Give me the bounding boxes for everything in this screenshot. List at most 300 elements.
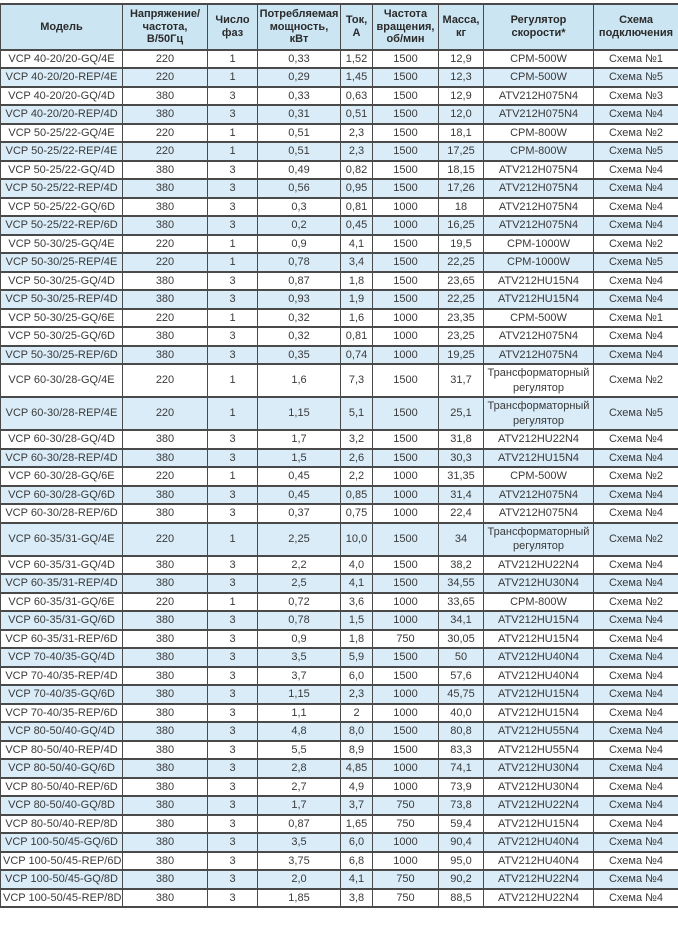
cell-phases: 3 (208, 105, 258, 124)
cell-mass: 80,8 (439, 722, 484, 741)
cell-mass: 31,7 (439, 364, 484, 397)
cell-scheme: Схема №2 (594, 364, 678, 397)
cell-current: 2,3 (341, 685, 373, 704)
cell-regulator: ATV212HU22N4 (484, 796, 594, 815)
table-row (1, 309, 678, 328)
cell-power: 2,25 (258, 523, 341, 556)
cell-model: VCP 50-25/22-REP/4D (1, 179, 123, 198)
cell-model: VCP 40-20/20-REP/4D (1, 105, 123, 124)
cell-rpm: 1500 (373, 364, 439, 397)
cell-rpm: 1000 (373, 704, 439, 723)
cell-mass: 57,6 (439, 667, 484, 686)
cell-power: 0,45 (258, 486, 341, 505)
cell-current: 0,95 (341, 179, 373, 198)
cell-rpm: 1500 (373, 68, 439, 87)
cell-regulator: ATV212HU55N4 (484, 722, 594, 741)
cell-rpm: 750 (373, 870, 439, 889)
cell-voltage: 220 (123, 235, 208, 254)
cell-power: 0,3 (258, 198, 341, 217)
cell-phases: 3 (208, 430, 258, 449)
cell-phases: 1 (208, 68, 258, 87)
cell-mass: 33,65 (439, 593, 484, 612)
cell-scheme: Схема №4 (594, 105, 678, 124)
cell-model: VCP 60-35/31-GQ/6D (1, 611, 123, 630)
cell-scheme: Схема №4 (594, 198, 678, 217)
cell-power: 0,78 (258, 253, 341, 272)
cell-power: 1,15 (258, 397, 341, 430)
cell-mass: 18 (439, 198, 484, 217)
cell-phases: 3 (208, 611, 258, 630)
cell-mass: 23,65 (439, 272, 484, 291)
cell-current: 8,0 (341, 722, 373, 741)
cell-scheme: Схема №1 (594, 309, 678, 328)
cell-regulator: ATV212HU40N4 (484, 648, 594, 667)
cell-regulator: ATV212HU15N4 (484, 272, 594, 291)
cell-rpm: 1500 (373, 87, 439, 106)
cell-model: VCP 40-20/20-REP/4E (1, 68, 123, 87)
table-row (1, 142, 678, 161)
cell-phases: 1 (208, 50, 258, 69)
cell-voltage: 380 (123, 556, 208, 575)
table-row (1, 574, 678, 593)
cell-scheme: Схема №4 (594, 272, 678, 291)
cell-rpm: 1500 (373, 556, 439, 575)
cell-model: VCP 70-40/35-GQ/4D (1, 648, 123, 667)
cell-phases: 3 (208, 815, 258, 834)
cell-regulator: ATV212HU22N4 (484, 870, 594, 889)
cell-regulator: ATV212HU15N4 (484, 449, 594, 468)
cell-model: VCP 50-30/25-REP/4D (1, 290, 123, 309)
table-row (1, 50, 678, 69)
cell-model: VCP 50-25/22-GQ/6D (1, 198, 123, 217)
cell-mass: 17,25 (439, 142, 484, 161)
cell-power: 2,7 (258, 778, 341, 797)
cell-power: 1,85 (258, 889, 341, 908)
cell-phases: 3 (208, 574, 258, 593)
cell-power: 5,5 (258, 741, 341, 760)
table-row (1, 611, 678, 630)
cell-voltage: 380 (123, 704, 208, 723)
cell-current: 1,5 (341, 611, 373, 630)
cell-regulator: CPM-1000W (484, 253, 594, 272)
cell-model: VCP 60-30/28-REP/4E (1, 397, 123, 430)
table-row (1, 852, 678, 871)
cell-rpm: 1500 (373, 290, 439, 309)
table-row (1, 556, 678, 575)
cell-power: 0,2 (258, 216, 341, 235)
cell-rpm: 1500 (373, 50, 439, 69)
cell-mass: 23,25 (439, 327, 484, 346)
cell-regulator: ATV212HU15N4 (484, 290, 594, 309)
cell-power: 1,15 (258, 685, 341, 704)
cell-mass: 17,26 (439, 179, 484, 198)
table-row (1, 833, 678, 852)
cell-mass: 16,25 (439, 216, 484, 235)
cell-phases: 3 (208, 198, 258, 217)
cell-regulator: ATV212H075N4 (484, 179, 594, 198)
cell-scheme: Схема №4 (594, 290, 678, 309)
cell-voltage: 220 (123, 364, 208, 397)
cell-voltage: 380 (123, 161, 208, 180)
cell-power: 2,8 (258, 759, 341, 778)
cell-power: 4,8 (258, 722, 341, 741)
cell-phases: 3 (208, 759, 258, 778)
cell-scheme: Схема №2 (594, 523, 678, 556)
col-header-regulator: Регулятор скорости* (484, 4, 594, 50)
cell-rpm: 1500 (373, 179, 439, 198)
table-row (1, 364, 678, 397)
cell-rpm: 1500 (373, 161, 439, 180)
table-row (1, 685, 678, 704)
cell-mass: 23,35 (439, 309, 484, 328)
cell-mass: 74,1 (439, 759, 484, 778)
cell-rpm: 1500 (373, 253, 439, 272)
cell-scheme: Схема №5 (594, 142, 678, 161)
cell-current: 1,9 (341, 290, 373, 309)
cell-current: 1,8 (341, 630, 373, 649)
cell-phases: 3 (208, 722, 258, 741)
fan-spec-table (0, 3, 678, 908)
table-row (1, 759, 678, 778)
cell-rpm: 1000 (373, 778, 439, 797)
cell-current: 6,0 (341, 667, 373, 686)
cell-scheme: Схема №4 (594, 556, 678, 575)
cell-phases: 3 (208, 504, 258, 523)
col-header-phases: Число фаз (208, 4, 258, 50)
table-row (1, 216, 678, 235)
cell-voltage: 220 (123, 467, 208, 486)
cell-mass: 25,1 (439, 397, 484, 430)
cell-voltage: 380 (123, 648, 208, 667)
cell-current: 0,63 (341, 87, 373, 106)
cell-voltage: 380 (123, 722, 208, 741)
cell-regulator: ATV212HU22N4 (484, 430, 594, 449)
cell-model: VCP 70-40/35-GQ/6D (1, 685, 123, 704)
cell-regulator: CPM-500W (484, 467, 594, 486)
cell-mass: 31,35 (439, 467, 484, 486)
cell-phases: 3 (208, 327, 258, 346)
cell-regulator: CPM-1000W (484, 235, 594, 254)
cell-mass: 34,1 (439, 611, 484, 630)
cell-current: 4,1 (341, 574, 373, 593)
cell-model: VCP 60-35/31-REP/6D (1, 630, 123, 649)
cell-voltage: 380 (123, 504, 208, 523)
cell-model: VCP 50-30/25-GQ/4D (1, 272, 123, 291)
cell-voltage: 220 (123, 124, 208, 143)
cell-scheme: Схема №4 (594, 704, 678, 723)
cell-mass: 18,1 (439, 124, 484, 143)
cell-model: VCP 50-30/25-REP/6D (1, 346, 123, 365)
cell-current: 0,81 (341, 327, 373, 346)
cell-regulator: ATV212H075N4 (484, 327, 594, 346)
table-row (1, 815, 678, 834)
cell-voltage: 220 (123, 397, 208, 430)
cell-rpm: 1000 (373, 327, 439, 346)
cell-voltage: 380 (123, 852, 208, 871)
cell-model: VCP 50-25/22-GQ/4E (1, 124, 123, 143)
cell-power: 0,9 (258, 630, 341, 649)
cell-scheme: Схема №4 (594, 574, 678, 593)
cell-scheme: Схема №4 (594, 161, 678, 180)
cell-scheme: Схема №4 (594, 648, 678, 667)
cell-regulator: ATV212H075N4 (484, 346, 594, 365)
cell-phases: 1 (208, 124, 258, 143)
cell-phases: 3 (208, 667, 258, 686)
cell-regulator: ATV212HU22N4 (484, 556, 594, 575)
cell-mass: 45,75 (439, 685, 484, 704)
col-header-scheme: Схема подключения (594, 4, 678, 50)
cell-mass: 73,8 (439, 796, 484, 815)
cell-rpm: 1500 (373, 722, 439, 741)
cell-power: 3,5 (258, 648, 341, 667)
cell-current: 0,74 (341, 346, 373, 365)
cell-regulator: Трансформаторный регулятор (484, 397, 594, 430)
cell-voltage: 380 (123, 327, 208, 346)
cell-model: VCP 80-50/40-GQ/4D (1, 722, 123, 741)
cell-power: 2,5 (258, 574, 341, 593)
cell-rpm: 1500 (373, 142, 439, 161)
cell-regulator: ATV212HU15N4 (484, 685, 594, 704)
cell-power: 0,29 (258, 68, 341, 87)
cell-model: VCP 60-35/31-REP/4D (1, 574, 123, 593)
cell-mass: 88,5 (439, 889, 484, 908)
table-row (1, 346, 678, 365)
cell-rpm: 1000 (373, 467, 439, 486)
cell-rpm: 1500 (373, 397, 439, 430)
table-row (1, 870, 678, 889)
cell-power: 0,45 (258, 467, 341, 486)
cell-phases: 1 (208, 467, 258, 486)
cell-model: VCP 50-30/25-GQ/6D (1, 327, 123, 346)
col-header-current: Ток, А (341, 4, 373, 50)
cell-model: VCP 50-25/22-REP/6D (1, 216, 123, 235)
cell-regulator: ATV212HU55N4 (484, 741, 594, 760)
cell-mass: 34 (439, 523, 484, 556)
cell-scheme: Схема №4 (594, 741, 678, 760)
cell-current: 0,75 (341, 504, 373, 523)
col-header-model: Модель (1, 4, 123, 50)
cell-phases: 1 (208, 235, 258, 254)
cell-mass: 38,2 (439, 556, 484, 575)
cell-model: VCP 60-30/28-GQ/6D (1, 486, 123, 505)
cell-regulator: ATV212HU15N4 (484, 630, 594, 649)
cell-current: 0,85 (341, 486, 373, 505)
cell-rpm: 750 (373, 796, 439, 815)
cell-mass: 12,9 (439, 50, 484, 69)
cell-voltage: 380 (123, 667, 208, 686)
cell-rpm: 1500 (373, 648, 439, 667)
cell-regulator: Трансформаторный регулятор (484, 364, 594, 397)
cell-current: 4,1 (341, 870, 373, 889)
table-row (1, 648, 678, 667)
cell-rpm: 750 (373, 630, 439, 649)
cell-rpm: 1000 (373, 611, 439, 630)
cell-phases: 3 (208, 796, 258, 815)
cell-model: VCP 60-35/31-GQ/6E (1, 593, 123, 612)
cell-power: 0,33 (258, 50, 341, 69)
table-row (1, 179, 678, 198)
cell-phases: 3 (208, 272, 258, 291)
cell-model: VCP 60-30/28-GQ/4E (1, 364, 123, 397)
cell-mass: 59,4 (439, 815, 484, 834)
cell-voltage: 380 (123, 346, 208, 365)
cell-regulator: ATV212H075N4 (484, 87, 594, 106)
cell-model: VCP 100-50/45-REP/6D (1, 852, 123, 871)
cell-voltage: 380 (123, 216, 208, 235)
cell-regulator: CPM-800W (484, 593, 594, 612)
cell-phases: 3 (208, 648, 258, 667)
cell-phases: 3 (208, 179, 258, 198)
cell-voltage: 220 (123, 142, 208, 161)
cell-phases: 1 (208, 142, 258, 161)
cell-power: 0,93 (258, 290, 341, 309)
cell-current: 3,7 (341, 796, 373, 815)
cell-model: VCP 50-25/22-REP/4E (1, 142, 123, 161)
cell-phases: 3 (208, 833, 258, 852)
cell-scheme: Схема №4 (594, 815, 678, 834)
cell-phases: 1 (208, 253, 258, 272)
cell-current: 0,45 (341, 216, 373, 235)
cell-model: VCP 80-50/40-GQ/6D (1, 759, 123, 778)
cell-scheme: Схема №4 (594, 833, 678, 852)
cell-power: 0,9 (258, 235, 341, 254)
cell-phases: 3 (208, 778, 258, 797)
cell-regulator: CPM-500W (484, 50, 594, 69)
cell-current: 2 (341, 704, 373, 723)
cell-current: 2,3 (341, 142, 373, 161)
cell-current: 3,6 (341, 593, 373, 612)
table-row (1, 722, 678, 741)
cell-regulator: ATV212H075N4 (484, 105, 594, 124)
cell-model: VCP 40-20/20-GQ/4D (1, 87, 123, 106)
cell-model: VCP 60-30/28-REP/6D (1, 504, 123, 523)
cell-current: 10,0 (341, 523, 373, 556)
cell-scheme: Схема №4 (594, 504, 678, 523)
cell-current: 2,2 (341, 467, 373, 486)
cell-mass: 90,2 (439, 870, 484, 889)
cell-scheme: Схема №4 (594, 430, 678, 449)
table-row (1, 778, 678, 797)
cell-rpm: 1000 (373, 593, 439, 612)
cell-voltage: 380 (123, 105, 208, 124)
cell-phases: 1 (208, 309, 258, 328)
cell-mass: 40,0 (439, 704, 484, 723)
cell-regulator: ATV212HU22N4 (484, 889, 594, 908)
cell-rpm: 1000 (373, 216, 439, 235)
cell-regulator: ATV212H075N4 (484, 198, 594, 217)
cell-voltage: 380 (123, 815, 208, 834)
cell-scheme: Схема №4 (594, 778, 678, 797)
cell-power: 3,75 (258, 852, 341, 871)
cell-voltage: 380 (123, 486, 208, 505)
cell-model: VCP 60-30/28-REP/4D (1, 449, 123, 468)
table-row (1, 449, 678, 468)
header-row (1, 4, 678, 50)
cell-voltage: 380 (123, 741, 208, 760)
cell-mass: 50 (439, 648, 484, 667)
cell-voltage: 380 (123, 272, 208, 291)
cell-voltage: 380 (123, 833, 208, 852)
table-row (1, 290, 678, 309)
cell-rpm: 1500 (373, 523, 439, 556)
cell-regulator: ATV212H075N4 (484, 504, 594, 523)
cell-power: 0,87 (258, 815, 341, 834)
cell-phases: 3 (208, 630, 258, 649)
cell-current: 7,3 (341, 364, 373, 397)
cell-power: 1,7 (258, 430, 341, 449)
cell-regulator: CPM-500W (484, 68, 594, 87)
col-header-voltage: Напряжение/частота, В/50Гц (123, 4, 208, 50)
cell-power: 2,0 (258, 870, 341, 889)
cell-regulator: ATV212HU30N4 (484, 574, 594, 593)
cell-model: VCP 50-30/25-GQ/4E (1, 235, 123, 254)
cell-power: 0,56 (258, 179, 341, 198)
cell-power: 0,32 (258, 309, 341, 328)
cell-regulator: Трансформаторный регулятор (484, 523, 594, 556)
cell-scheme: Схема №5 (594, 68, 678, 87)
cell-current: 4,9 (341, 778, 373, 797)
cell-scheme: Схема №4 (594, 889, 678, 908)
cell-regulator: CPM-500W (484, 309, 594, 328)
cell-phases: 3 (208, 290, 258, 309)
cell-voltage: 380 (123, 198, 208, 217)
table-row (1, 630, 678, 649)
cell-power: 3,7 (258, 667, 341, 686)
table-row (1, 504, 678, 523)
table-row (1, 397, 678, 430)
table-row (1, 667, 678, 686)
cell-rpm: 1500 (373, 449, 439, 468)
cell-scheme: Схема №4 (594, 796, 678, 815)
cell-power: 0,37 (258, 504, 341, 523)
cell-rpm: 1000 (373, 833, 439, 852)
table-row (1, 68, 678, 87)
cell-power: 0,33 (258, 87, 341, 106)
cell-mass: 22,25 (439, 290, 484, 309)
cell-rpm: 1000 (373, 504, 439, 523)
table-header (1, 4, 678, 50)
cell-current: 3,4 (341, 253, 373, 272)
cell-mass: 31,4 (439, 486, 484, 505)
cell-model: VCP 80-50/40-REP/6D (1, 778, 123, 797)
cell-mass: 22,25 (439, 253, 484, 272)
table-row (1, 467, 678, 486)
cell-voltage: 220 (123, 253, 208, 272)
cell-mass: 95,0 (439, 852, 484, 871)
cell-scheme: Схема №4 (594, 346, 678, 365)
cell-regulator: ATV212H075N4 (484, 486, 594, 505)
cell-voltage: 380 (123, 796, 208, 815)
cell-rpm: 750 (373, 815, 439, 834)
cell-mass: 73,9 (439, 778, 484, 797)
cell-voltage: 380 (123, 778, 208, 797)
cell-rpm: 1500 (373, 235, 439, 254)
cell-voltage: 220 (123, 309, 208, 328)
cell-regulator: ATV212HU15N4 (484, 611, 594, 630)
table-row (1, 704, 678, 723)
cell-model: VCP 60-35/31-GQ/4D (1, 556, 123, 575)
cell-model: VCP 40-20/20-GQ/4E (1, 50, 123, 69)
cell-mass: 90,4 (439, 833, 484, 852)
cell-voltage: 380 (123, 430, 208, 449)
cell-phases: 3 (208, 889, 258, 908)
cell-regulator: ATV212HU15N4 (484, 815, 594, 834)
cell-model: VCP 100-50/45-GQ/6D (1, 833, 123, 852)
cell-rpm: 1000 (373, 346, 439, 365)
cell-current: 5,1 (341, 397, 373, 430)
cell-model: VCP 60-35/31-GQ/4E (1, 523, 123, 556)
cell-voltage: 220 (123, 593, 208, 612)
